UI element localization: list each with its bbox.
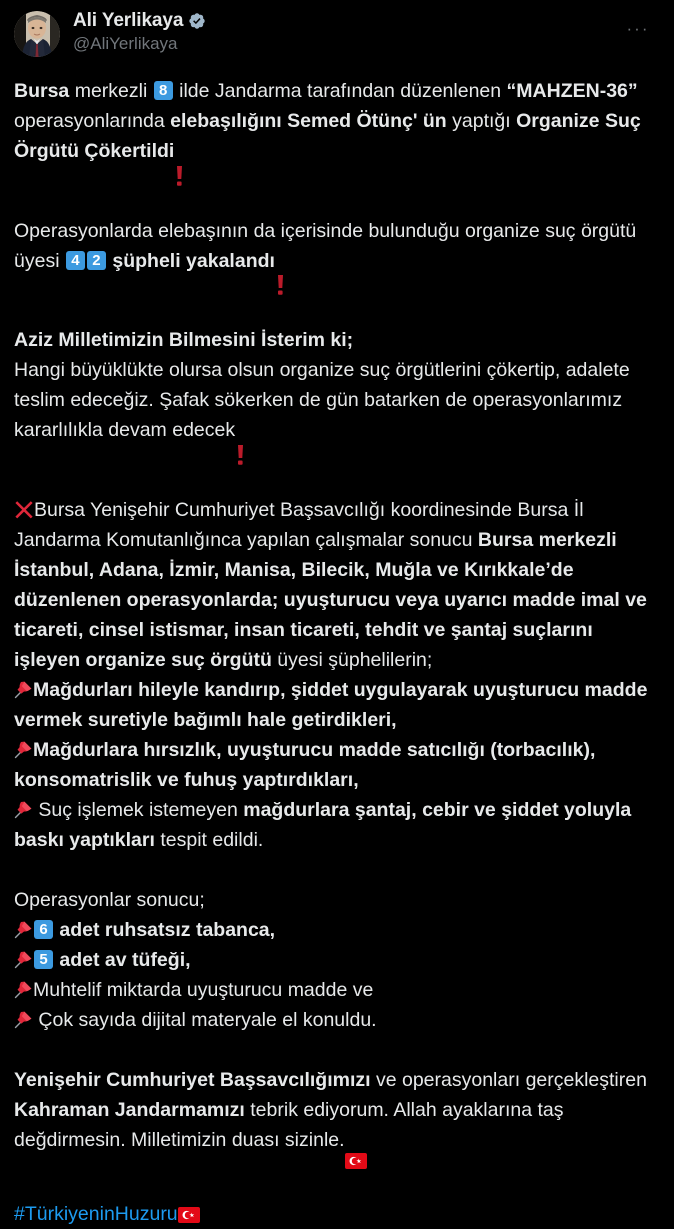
p1-seg-mahzen: “MAHZEN-36” — [506, 80, 638, 102]
exclamation-mark-icon — [174, 145, 185, 186]
hashtag-link[interactable]: #TürkiyeninHuzuru — [14, 1203, 178, 1225]
verified-badge-icon — [188, 12, 206, 30]
result-1-text: adet ruhsatsız tabanca, — [54, 918, 276, 941]
p4-seg-lead: Bursa Yenişehir Cumhuriyet Başsavcılığı koordinesinde Bursa İl Jandarma Komutanlığınca yapılan çalışmalar sonucu — [14, 498, 584, 551]
handle[interactable]: @AliYerlikaya — [73, 33, 178, 53]
exclamation-mark-icon — [235, 424, 246, 465]
p1-seg-bursa: Bursa — [14, 80, 70, 102]
tweet-header — [14, 10, 660, 66]
bullet-1 — [14, 675, 660, 735]
paragraph-gap-3 — [14, 465, 660, 495]
result-4 — [14, 1005, 660, 1035]
pushpin-icon — [14, 680, 33, 699]
display-name[interactable]: Ali Yerlikaya — [73, 10, 184, 31]
count-badge-2: 2 — [87, 251, 106, 270]
p1-seg-elebasi: elebaşılığını Semed Ötünç' ün — [170, 110, 447, 132]
paragraph-4 — [14, 495, 660, 675]
paragraph-3 — [14, 355, 660, 465]
paragraph-gap-2 — [14, 295, 660, 325]
count-badge-4: 4 — [66, 251, 85, 270]
hashtag-line — [14, 1199, 660, 1229]
p1-seg-merkezli: merkezli — [69, 80, 153, 102]
identity-block — [73, 10, 206, 54]
paragraph-gap-5 — [14, 1035, 660, 1065]
count-badge-8: 8 — [154, 81, 173, 100]
paragraph-gap-1 — [14, 186, 660, 216]
paragraph-1 — [14, 76, 660, 186]
pushpin-icon — [14, 740, 33, 759]
p1-seg-yaptigi: yaptığı — [446, 110, 517, 132]
bullet-3-lead: Suç işlemek istemeyen — [33, 798, 244, 821]
p2-seg-lead: Operasyonlarda elebaşının da içerisinde bulunduğu organize suç örgütü üyesi — [14, 219, 637, 272]
bullet-3-tail: tespit edildi. — [154, 828, 264, 851]
paragraph-gap-4 — [14, 855, 660, 885]
paragraph-3-heading: Aziz Milletimizin Bilmesini İsterim ki; — [14, 329, 354, 351]
pushpin-icon — [14, 800, 33, 819]
result-3 — [14, 975, 660, 1005]
count-badge-5: 5 — [34, 950, 53, 969]
closing-seg-4: tebrik ediyorum. Allah ayaklarına taş değdirmesin. Milletimizin duası sizinle. — [14, 1098, 564, 1151]
result-3-text: Muhtelif miktarda uyuşturucu madde ve — [33, 978, 374, 1001]
more-options-icon[interactable]: ··· — [626, 18, 650, 38]
results-heading: Operasyonlar sonucu; — [14, 888, 205, 911]
result-2 — [14, 945, 660, 975]
pushpin-icon — [14, 1010, 33, 1029]
bullet-2-text: Mağdurlara hırsızlık, uyuşturucu madde satıcılığı (torbacılık), konsomatrislik ve fuhuş yaptırdıkları, — [14, 738, 596, 791]
p1-seg-operasyonlarinda: operasyonlarında — [14, 110, 171, 132]
p4-seg-tail: üyesi şüphelilerin; — [271, 648, 433, 671]
bullet-2 — [14, 735, 660, 795]
name-row — [73, 10, 206, 32]
avatar[interactable] — [14, 11, 60, 57]
p4-seg-cities: Bursa merkezli İstanbul, Adana, İzmir, Manisa, Bilecik, Muğla ve Kırıkkale’de düzenlenen operasyonlarda; uyuşturucu veya uyarıcı madde imal ve ticareti, cinsel istismar, insan ticareti, tehdit ve şantaj suçlarını işleyen organize suç örgütü — [14, 528, 647, 671]
result-2-text: adet av tüfeği, — [54, 948, 191, 971]
turkey-flag-icon — [178, 1207, 200, 1223]
pushpin-icon — [14, 920, 33, 939]
bullet-3 — [14, 795, 660, 855]
paragraph-2 — [14, 216, 660, 296]
paragraph-gap-6 — [14, 1169, 660, 1199]
bullet-3-bold: mağdurlara şantaj, cebir ve şiddet yoluyla baskı yaptıkları — [14, 798, 632, 851]
result-4-text: Çok sayıda dijital materyale el konuldu. — [33, 1008, 377, 1031]
p3-seg-body: Hangi büyüklükte olursa olsun organize suç örgütlerini çökertip, adalete teslim edeceğiz. Şafak sökerken de gün batarken de operasyonlarımız kararlılıkla devam edecek — [14, 359, 630, 441]
closing-seg-2: ve operasyonları gerçekleştiren — [370, 1068, 647, 1091]
result-1 — [14, 915, 660, 945]
closing-seg-3: Kahraman Jandarmamızı — [14, 1098, 245, 1121]
cross-mark-icon — [14, 499, 34, 519]
bullet-1-text: Mağdurları hileyle kandırıp, şiddet uygulayarak uyuşturucu madde vermek suretiyle bağımlı hale getirdikleri, — [14, 678, 648, 731]
closing-paragraph — [14, 1065, 660, 1170]
pushpin-icon — [14, 980, 33, 999]
tweet-text — [14, 76, 660, 1229]
p1-seg-ilde: ilde Jandarma tarafından düzenlenen — [173, 80, 507, 102]
turkey-flag-icon — [345, 1134, 367, 1170]
p1-seg-cokertildi: Organize Suç Örgütü Çökertildi — [14, 110, 641, 162]
exclamation-mark-icon — [275, 255, 286, 296]
pushpin-icon — [14, 950, 33, 969]
closing-seg-1: Yenişehir Cumhuriyet Başsavcılığımızı — [14, 1068, 371, 1091]
count-badge-6: 6 — [34, 920, 53, 939]
p2-seg-supheli: şüpheli yakalandı — [106, 249, 275, 272]
